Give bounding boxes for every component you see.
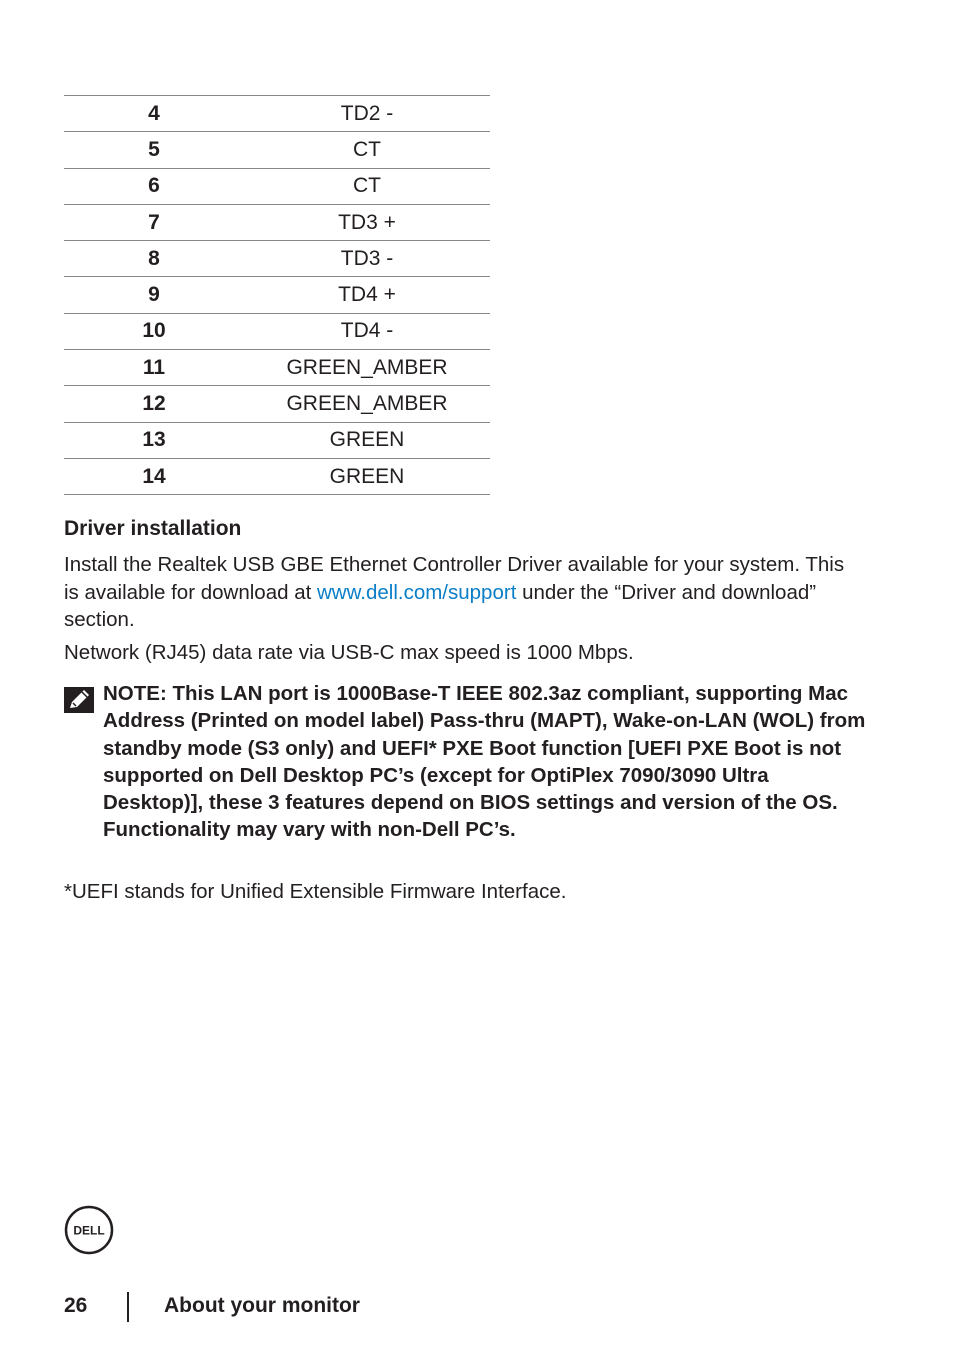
signal-name-cell: TD4 + xyxy=(244,277,490,313)
pin-number-cell: 12 xyxy=(64,386,244,422)
pin-number-cell: 6 xyxy=(64,168,244,204)
signal-name-cell: TD2 - xyxy=(244,96,490,132)
uefi-footnote: *UEFI stands for Unified Extensible Firmware Interface. xyxy=(64,880,567,903)
footer-divider xyxy=(127,1292,129,1322)
table-row xyxy=(64,277,490,313)
signal-name-cell: TD4 - xyxy=(244,313,490,349)
pin-number-cell: 10 xyxy=(64,313,244,349)
pin-number-cell: 13 xyxy=(64,422,244,458)
driver-intro-text: Install the Realtek USB GBE Ethernet Controller Driver available for your system. This is available for download at xyxy=(64,553,845,604)
signal-name-cell: CT xyxy=(244,168,490,204)
signal-name-cell: GREEN_AMBER xyxy=(244,350,490,386)
pin-number-cell: 5 xyxy=(64,132,244,168)
table-row xyxy=(64,241,490,277)
driver-installation-heading: Driver installation xyxy=(64,517,242,540)
pin-number-cell: 4 xyxy=(64,96,244,132)
table-row xyxy=(64,96,490,132)
pin-assignment-table xyxy=(64,95,490,495)
table-row xyxy=(64,350,490,386)
pin-number-cell: 9 xyxy=(64,277,244,313)
dell-logo xyxy=(64,1205,114,1255)
signal-name-cell: GREEN xyxy=(244,422,490,458)
signal-name-cell: GREEN_AMBER xyxy=(244,386,490,422)
note-pencil-icon xyxy=(64,687,94,713)
pin-number-cell: 14 xyxy=(64,458,244,494)
table-row xyxy=(64,422,490,458)
signal-name-cell: CT xyxy=(244,132,490,168)
driver-intro-tail: under the “Driver and download” section. xyxy=(64,580,817,631)
dell-logo-text: DELL xyxy=(73,1223,105,1238)
dell-support-link[interactable]: www.dell.com/support xyxy=(317,580,517,604)
lan-note-text: NOTE: This LAN port is 1000Base-T IEEE 802.3az compliant, supporting Mac Address (Printed on model label) Pass-thru (MAPT), Wake-on-LAN (WOL) from standby mode (S3 only) and UEFI* PXE Boot function [UEFI PXE Boot is not supported on Dell Desktop PC’s (except for OptiPlex 7090/3090 Ultra Desktop)], these 3 features depend on BIOS settings and version of the OS. Functionality may vary with non-Dell PC’s. xyxy=(103,682,866,842)
signal-name-cell: GREEN xyxy=(244,458,490,494)
signal-name-cell: TD3 - xyxy=(244,241,490,277)
driver-install-paragraph xyxy=(64,551,864,634)
table-row xyxy=(64,386,490,422)
section-title: About your monitor xyxy=(164,1294,360,1317)
table-row xyxy=(64,168,490,204)
table-row xyxy=(64,458,490,494)
pin-number-cell: 11 xyxy=(64,350,244,386)
signal-name-cell: TD3 + xyxy=(244,204,490,240)
table-row xyxy=(64,313,490,349)
page-number: 26 xyxy=(64,1294,88,1317)
pin-number-cell: 7 xyxy=(64,204,244,240)
data-rate-paragraph: Network (RJ45) data rate via USB-C max speed is 1000 Mbps. xyxy=(64,641,634,664)
table-row xyxy=(64,204,490,240)
pin-number-cell: 8 xyxy=(64,241,244,277)
table-row xyxy=(64,132,490,168)
